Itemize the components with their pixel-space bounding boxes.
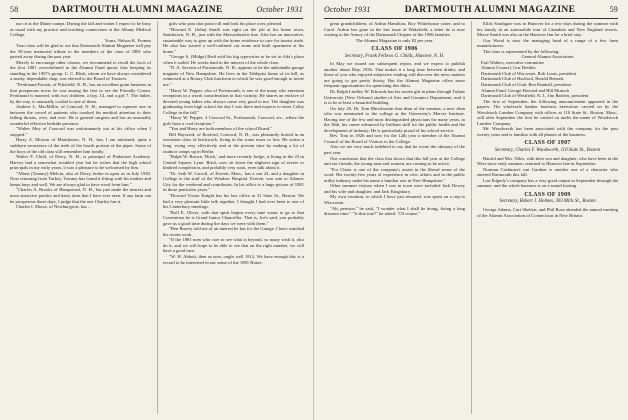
list-item: Dartmouth Club of Utah, Ben Kimball, president <box>481 82 572 88</box>
centered-line: General Alumni Association <box>521 54 574 60</box>
paragraph: "Ferdinand Fassett, of Pittsfield, N. H., has an excellent grain business in that prosperous town; he was among the first to see the Friendly Corner. Ferdinand is married, with two children, a boy, 14, and a girl 7. The father, by the way, is unusually cordial to one of them. <box>10 82 151 104</box>
paragraph: "N. A. Severin of Portsmouth, N. H., appears to be the unbeatable garage magnate of New Hampshire. He lives in the Tahlquist home of its kill, as witnessed at a Rotary Club luncheon to which he was good enough to invite me." <box>163 65 304 88</box>
paragraph: Norman Cushman's son Gardner is another one of a character who entered Dartmouth this fall. <box>477 166 618 178</box>
paragraph: "W. H. Abbott, then as now, ought well 1912. We have enough this is a record to be interested in our sense of the 1881 Home. <box>163 253 304 265</box>
class-heading: CLASS OF 1906 <box>371 46 418 53</box>
paragraph: "Ben Bracey told me of an interest he has for the Grange. I have watched his recent work. <box>163 226 304 237</box>
paragraph: Gus Wood is now the managing head of a range of a few farm manufacturers. <box>477 37 618 49</box>
paragraph: "Ah, pension," he said, "I wonder what I shall be doing, fixing a long distance time." "Is that true?" he asked. "Of course." <box>324 205 465 217</box>
paragraph: Walter F. Child, of Derry, N. H., is principal of Pinkerton Academy. Harvey had a somewhat troubled year but he writes that the high school principals in my early years, it was a pleasure to be welcomed by him. <box>10 154 151 171</box>
paragraph: "Charles A. Brooks of Hampstead, N. H., has just made the nearest and most attractive poultry and dairy farm that I have ever seen. If any farm can be prosperous these days, I judge that the one Charley has it. <box>10 187 151 204</box>
paragraph: Bill Hayward, of Boxford, Concord, N. H., was pleasantly hosted in an extension class of brickwork, living in the water more or less. He writes a long, swing very effectively and at the present time by making a lot of outdoor camps up in Berlin. <box>163 131 304 154</box>
class-secretary-line: Secretary, Robert J. Holmes, 303 Mills St., Boston <box>499 199 596 205</box>
paragraph: Dr. Ralph Lindley W. Edwards has his recent gift in plans through Tulane University (New Orleans) studies of Arts and Ceramics Department, and it is to be at least a beautiful building. <box>324 89 465 106</box>
publication-title: DARTMOUTH ALUMNI MAGAZINE <box>404 5 576 15</box>
paragraph: Rev. Tom in 1926 and now for the 12th year a member of the Alumni Council of the Board of Visitors to the College. <box>324 133 465 144</box>
centered-line: The Alumni Magazine is only 82 per year. <box>355 37 434 43</box>
text-column <box>10 21 151 416</box>
publication-title: DARTMOUTH ALUMNI MAGAZINE <box>52 5 223 15</box>
paragraph: "Harry W. Pepper, also of Portsmouth, is one of the many who entertain receptions in a worth consideration in that vicinity. He shares an enclave of devoted young ladies who always come very good to me. The daughter was graduating from high school the day I was there and expects to enter Colby College in the fall." <box>163 87 304 115</box>
class-heading: CLASS OF 1909 <box>524 191 571 198</box>
paragraph: Other summer visitors when I was in town were included Jack Dewey and his wife and daughter, and Jack Kingsbury. <box>324 183 465 194</box>
paragraph: In May we issued our subsequent report, and we expect to publish another about May, 1936. That makes it a long time between drinks, and those of you who enjoyed subjective reading will discover the news matters are going to get pretty thirsty. But the Alumni Magazine offers more frequent opportunities for quenching this thirst. <box>324 61 465 89</box>
paragraph: Elick Southgate was in Hanover for a few days during the summer with his family in an automobile tour of Canadian and New England resorts. Morse Smith was also at the Hanover Inn for a brief stay. <box>477 21 618 38</box>
paragraph: use of at the Maine camps. During the fall and winter I expect to be busy as usual with my practice and teaching connections at the Albany Medical College. <box>10 21 151 38</box>
paragraph: great grandchildren, of Arthur Hamilton, Roy Whitehouse sister; and to Carol. Arthur has gone in the last issue of Wakefield, a letter he is now visiting to the Amory of the Dartmouth Chapter of the 1906 families. <box>324 21 465 38</box>
list-item: Alumni Fund, George Howard and Bill Munsch <box>481 87 570 93</box>
list-item: Dartmouth Club of Worcester, Rob Louis, president <box>481 70 577 76</box>
page-header <box>324 5 618 17</box>
paragraph: On July 20, Dr. Tom Bhoolvartan that dean of the seminar, a new dean who was nominated to the college at the University's Mercer Institute. Having one of the few and most distinguished physicians for many years, in the 36th, his career advanced by brilliant skill for the public health and the development of industry. He is particularly proud of his school service. <box>324 105 465 133</box>
class-secretary-line: Secretary, Frank Fellows G. Childs, Hanover, N. H. <box>344 53 445 59</box>
class-secretary-line: Secretary, Charles F. Woodworth, 110 State St., Boston <box>494 148 601 154</box>
column-divider <box>471 21 472 414</box>
paragraph: "George S. (Midge) Reid sold his big typewriter to be set in Ada's place when it sailed. He works hard in the interest of the whole class. <box>163 54 304 65</box>
paragraph: Andrew L. MacMillin, of Concord, N. H., managed to squeeze one in between the crowd of patients who crushed his medical attention to their failing throats, over, and over. He is general surgeon and has an unusually wonderful effective bedside presence. <box>10 104 151 126</box>
paragraph: Mr. Woodworth has been associated with the company for the past twenty years and is familiar with all phases of the business. <box>477 126 618 137</box>
text-column <box>163 21 304 416</box>
paragraph: Merely to encourage other classes, we recommend to recall the facts of the first 1881 overwhelmed in the Alumni Fund quota, thus keeping its standing in the 1907's group. C. C. Blish, whom we have always considered a sturdy, dependable chap, was elected to the Board of Trustees. <box>10 59 151 82</box>
page-number: 58 <box>10 5 19 14</box>
paragraph: "Walter Mey of Concord was unfortunately out at his office when I stopped." <box>10 126 151 137</box>
text-column <box>324 21 465 416</box>
paragraph: Harold and Mrs. Niles, with their son and daughter, who have been in the West since early summer, returned to Hanover late in September. <box>477 155 618 167</box>
paragraph: My own vacation, to which I have just returned, was spent on a trip to Wisconsin. <box>324 194 465 205</box>
signature-line: Yours, Nelson K. Fromm <box>104 37 151 43</box>
paragraph: Lou Edgerly's company has a very good output in September through the summer, and the whole business is on a sound footing. <box>477 177 618 189</box>
paragraph: "Harry W. Pepper, 4 Concord St., Portsmouth, Concord, etc., where the girls have a cool reception." <box>163 115 304 126</box>
class-heading: CLASS OF 1907 <box>524 140 571 147</box>
text-column <box>477 21 618 416</box>
list-item: Earl Walters, executive committee <box>481 59 545 65</box>
column-divider <box>157 21 158 414</box>
paragraph: "Dr. Seth W. Carroll, of Everett, Mass., has a son 24, and a daughter in College to the staff of the Windsor Hospital. Everett, was sent to Atlantic City for the weekend and contributes. In his office is a huge picture of 1881 in those particular years." <box>163 170 304 193</box>
paragraph: The first of September, the following announcement appeared in the papers: The wholesale lumber business heretofore carried on by the Woodstock Lumber Company with offices at 110 State St., Boston, Mass., will after September the first be carried on under the name of Woodstock Lumber Company. <box>477 98 618 126</box>
list-item: Dartmouth Club of Hartford, Harold Bennett <box>481 76 564 82</box>
paragraph: "You and Harry are both members of the school Board." <box>169 126 273 132</box>
paragraph: Charles I. Morse, of Newburyport, has ... <box>16 204 92 210</box>
paragraph: Also we are very much indebted to say that he wrote the obituary of the past year. <box>324 144 465 156</box>
list-item: Dartmouth Club of Westfield, N. J., Jim Bartlett, president <box>481 93 589 99</box>
paragraph: "If the 1881 men who care to see what is beyond, so many wish it, also do it, and we will hope to be able to see that on the right number, we will have a good turn. <box>163 237 304 254</box>
list-item: Alumni Council, Gus Deshler <box>481 65 536 71</box>
paragraph: "Ralph W. Brown, 'Brick,' and more recently Judge, is living in the 23 in Central Square, Lynn. Brick, now sit down the slightest sign of severe or kindred complexion, and probably very soon, even talk about it. <box>163 154 304 171</box>
paragraph: "Howard Vivian Knight has his law office at 31 State St., Boston. We had a very pleasant little talk together. I thought I had ever been to one of his Canterbury meetings. <box>163 192 304 210</box>
paragraph: "Rolf E. Oliver, with that spirit begins every tune wants to go to that Convention he is Grand Junior Chancellor. That is, Joe's said, you probably gave us a good time during the days we were with them." <box>163 209 304 226</box>
issue-date: October 1931 <box>256 5 303 14</box>
paragraph: George Adams, Curt Shelton, and Phil Rose attended the annual meeting of the Alumni Association of Connecticut in New Britain. <box>477 206 618 218</box>
issue-date: October 1931 <box>324 5 371 14</box>
right-page <box>314 0 628 420</box>
paragraph: "For Chase is one of the company's assets in the liberal sense of the word. His twenty-five years of experience in civic affairs and in the public utility industry make his name a familiar one in New Hampshire." <box>324 166 465 183</box>
paragraph: girls who pass that point roll and look his place over, pleased. <box>169 21 283 26</box>
paragraph: "Howard E. (John) Smith was right on the job at his home town, Smithtown, N. H., just with the Massachusetts line. Also has an innovative, sustainable way to gear up with the home residence to care for tourist trade. He also has started a well-outlined cut stone and built apartment at his home." <box>163 26 304 54</box>
paragraph: Your class will be glad to see that Dartmouth Alumni Magazine will pay the 50-year memorial tribute to the members of the class of 1881 who passed away during the past year. <box>10 43 151 60</box>
paragraph: "Albert (Tommy) Melvin, also of Derry, broke in upon us in July 1930. Now returning from Turkey, Tommy has found it fitting with his mother and keeps busy and well. We are always glad to have word from him." <box>10 170 151 187</box>
header-rule <box>10 18 303 19</box>
paragraph: Harry A. Moison of Manchester, N. H., has, I am informed, quite a stubborn recurrence of the teeth of the fourth portion of the pipes. Some of the boys of the old class still remember him fondly. <box>10 137 151 154</box>
header-rule <box>324 18 618 19</box>
paragraph: The class is represented by the following: <box>483 48 560 54</box>
paragraph: Our conclusion that the class that shows that this fall year at the College and our friends, the young men and women, are coming to be active. <box>324 155 465 167</box>
page-header <box>10 5 303 17</box>
page-number: 59 <box>609 5 618 14</box>
